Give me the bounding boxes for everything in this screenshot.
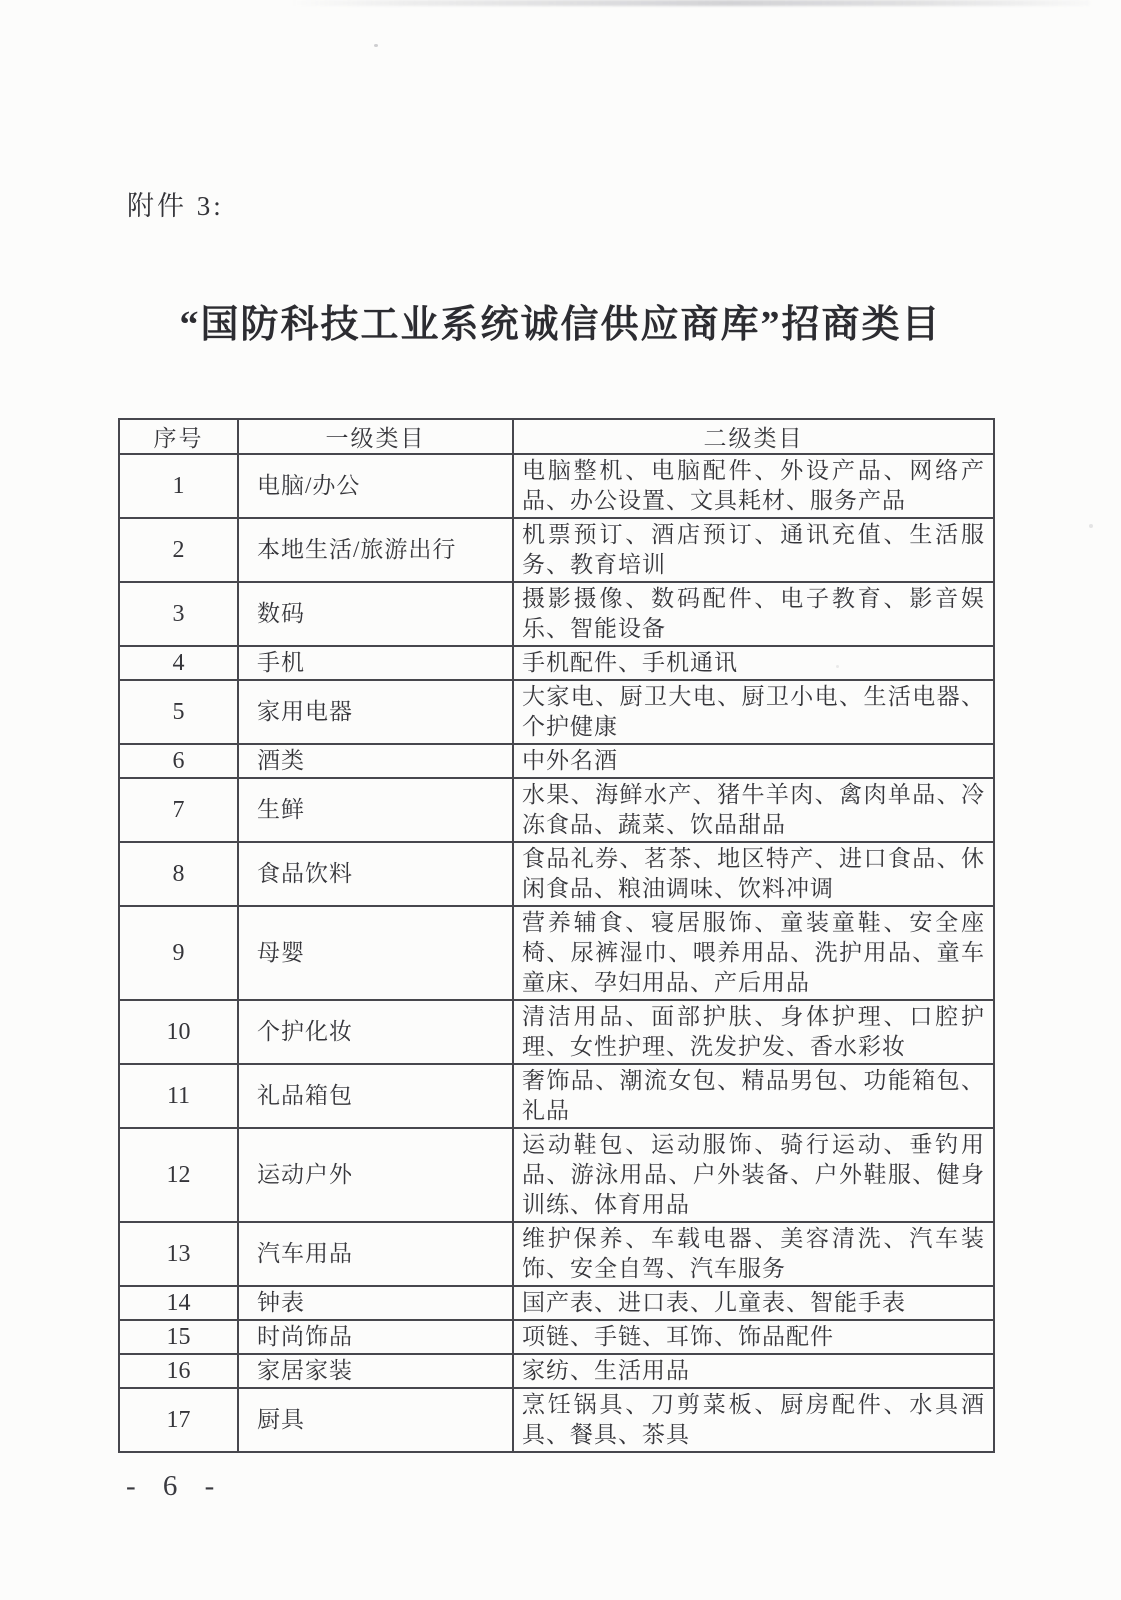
level1-category: 时尚饰品: [238, 1320, 513, 1354]
level2-categories: 奢饰品、潮流女包、精品男包、功能箱包、礼品: [513, 1064, 994, 1128]
level1-category: 家用电器: [238, 680, 513, 744]
level2-categories: 中外名酒: [513, 744, 994, 778]
table-row: [119, 518, 994, 582]
level2-categories: 摄影摄像、数码配件、电子教育、影音娱乐、智能设备: [513, 582, 994, 646]
level2-categories: 手机配件、手机通讯: [513, 646, 994, 680]
level2-categories: 维护保养、车载电器、美容清洗、汽车装饰、安全自驾、汽车服务: [513, 1222, 994, 1286]
table-row: [119, 1000, 994, 1064]
row-index: 9: [119, 906, 238, 1000]
level1-category: 本地生活/旅游出行: [238, 518, 513, 582]
level2-categories: 运动鞋包、运动服饰、骑行运动、垂钓用品、游泳用品、户外装备、户外鞋服、健身训练、体育用品: [513, 1128, 994, 1222]
level1-category: 手机: [238, 646, 513, 680]
row-index: 6: [119, 744, 238, 778]
level2-categories: 营养辅食、寝居服饰、童装童鞋、安全座椅、尿裤湿巾、喂养用品、洗护用品、童车童床、孕妇用品、产后用品: [513, 906, 994, 1000]
row-index: 13: [119, 1222, 238, 1286]
table-row: [119, 454, 994, 518]
row-index: 14: [119, 1286, 238, 1320]
table-row: [119, 1128, 994, 1222]
table-row: [119, 1354, 994, 1388]
level1-category: 酒类: [238, 744, 513, 778]
level2-categories: 烹饪锅具、刀剪菜板、厨房配件、水具酒具、餐具、茶具: [513, 1388, 994, 1452]
table-row: [119, 842, 994, 906]
level2-categories: 水果、海鲜水产、猪牛羊肉、禽肉单品、冷冻食品、蔬菜、饮品甜品: [513, 778, 994, 842]
column-header-level2-category: 二级类目: [513, 419, 994, 454]
table-row: [119, 1286, 994, 1320]
column-header-index: 序号: [119, 419, 238, 454]
column-header-level1-category: 一级类目: [238, 419, 513, 454]
row-index: 4: [119, 646, 238, 680]
row-index: 2: [119, 518, 238, 582]
row-index: 8: [119, 842, 238, 906]
level1-category: 钟表: [238, 1286, 513, 1320]
row-index: 3: [119, 582, 238, 646]
table-row: [119, 1064, 994, 1128]
level2-categories: 家纺、生活用品: [513, 1354, 994, 1388]
table-row: [119, 1388, 994, 1452]
level1-category: 生鲜: [238, 778, 513, 842]
row-index: 7: [119, 778, 238, 842]
level1-category: 运动户外: [238, 1128, 513, 1222]
row-index: 16: [119, 1354, 238, 1388]
category-table: [118, 418, 995, 1453]
table-row: [119, 646, 994, 680]
scan-artifact-speck: [1089, 524, 1093, 528]
scan-artifact-speck: [374, 44, 378, 47]
level1-category: 母婴: [238, 906, 513, 1000]
level2-categories: 项链、手链、耳饰、饰品配件: [513, 1320, 994, 1354]
level1-category: 汽车用品: [238, 1222, 513, 1286]
page-title: “国防科技工业系统诚信供应商库”招商类目: [179, 304, 942, 346]
level1-category: 家居家装: [238, 1354, 513, 1388]
attachment-label: 附件 3:: [127, 191, 224, 221]
row-index: 11: [119, 1064, 238, 1128]
level2-categories: 机票预订、酒店预订、通讯充值、生活服务、教育培训: [513, 518, 994, 582]
table-row: [119, 778, 994, 842]
scan-artifact-smudge: [290, 0, 1090, 6]
level1-category: 电脑/办公: [238, 454, 513, 518]
table-row: [119, 582, 994, 646]
level2-categories: 国产表、进口表、儿童表、智能手表: [513, 1286, 994, 1320]
table-row: [119, 1222, 994, 1286]
table-row: [119, 1320, 994, 1354]
level2-categories: 清洁用品、面部护肤、身体护理、口腔护理、女性护理、洗发护发、香水彩妆: [513, 1000, 994, 1064]
table-row: [119, 680, 994, 744]
level1-category: 个护化妆: [238, 1000, 513, 1064]
level1-category: 厨具: [238, 1388, 513, 1452]
row-index: 1: [119, 454, 238, 518]
row-index: 17: [119, 1388, 238, 1452]
row-index: 15: [119, 1320, 238, 1354]
level2-categories: 食品礼券、茗茶、地区特产、进口食品、休闲食品、粮油调味、饮料冲调: [513, 842, 994, 906]
level1-category: 礼品箱包: [238, 1064, 513, 1128]
table-row: [119, 744, 994, 778]
level1-category: 数码: [238, 582, 513, 646]
table-header-row: [119, 419, 994, 454]
level2-categories: 大家电、厨卫大电、厨卫小电、生活电器、个护健康: [513, 680, 994, 744]
table-body: [119, 454, 994, 1452]
row-index: 12: [119, 1128, 238, 1222]
row-index: 5: [119, 680, 238, 744]
row-index: 10: [119, 1000, 238, 1064]
level1-category: 食品饮料: [238, 842, 513, 906]
level2-categories: 电脑整机、电脑配件、外设产品、网络产品、办公设置、文具耗材、服务产品: [513, 454, 994, 518]
page-number: - 6 -: [126, 1470, 225, 1502]
table-row: [119, 906, 994, 1000]
